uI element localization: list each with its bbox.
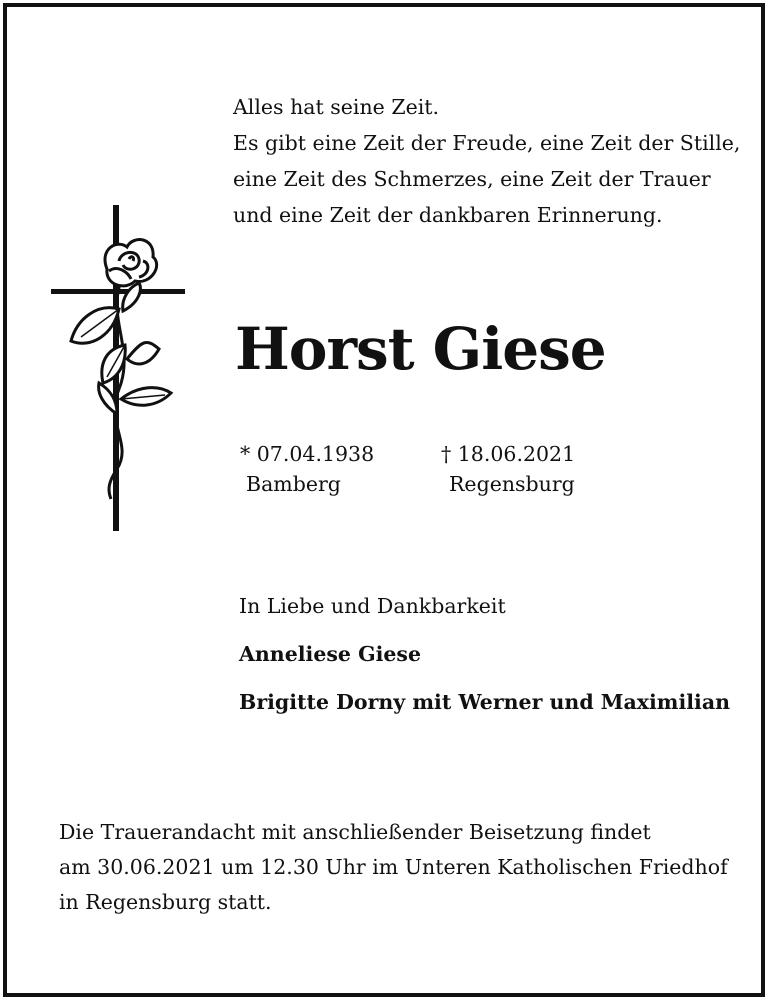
death-place: Regensburg [449, 472, 575, 496]
death-info [441, 439, 575, 499]
birth-place: Bamberg [246, 472, 341, 496]
obituary-notice [3, 3, 765, 997]
death-date: † 18.06.2021 [441, 442, 576, 466]
poem-line: Alles hat seine Zeit. [233, 95, 440, 119]
poem-line: eine Zeit des Schmerzes, eine Zeit der Trauer [233, 167, 711, 191]
deceased-name: Horst Giese [235, 315, 606, 383]
funeral-notice [59, 815, 728, 920]
cross-with-rose-icon [47, 199, 187, 543]
poem [233, 89, 740, 233]
poem-line: und eine Zeit der dankbaren Erinnerung. [233, 203, 663, 227]
funeral-line: Die Trauerandacht mit anschließender Beisetzung findet [59, 820, 651, 844]
birth-info [240, 439, 374, 499]
funeral-line: am 30.06.2021 um 12.30 Uhr im Unteren Katholischen Friedhof [59, 855, 728, 879]
funeral-line: in Regensburg statt. [59, 890, 272, 914]
poem-line: Es gibt eine Zeit der Freude, eine Zeit der Stille, [233, 131, 741, 155]
mourner-name: Anneliese Giese [239, 642, 422, 666]
mourners [239, 591, 730, 717]
mourner-name: Brigitte Dorny mit Werner und Maximilian [239, 690, 731, 714]
birth-date: * 07.04.1938 [240, 442, 375, 466]
mourners-intro: In Liebe und Dankbarkeit [239, 594, 506, 618]
